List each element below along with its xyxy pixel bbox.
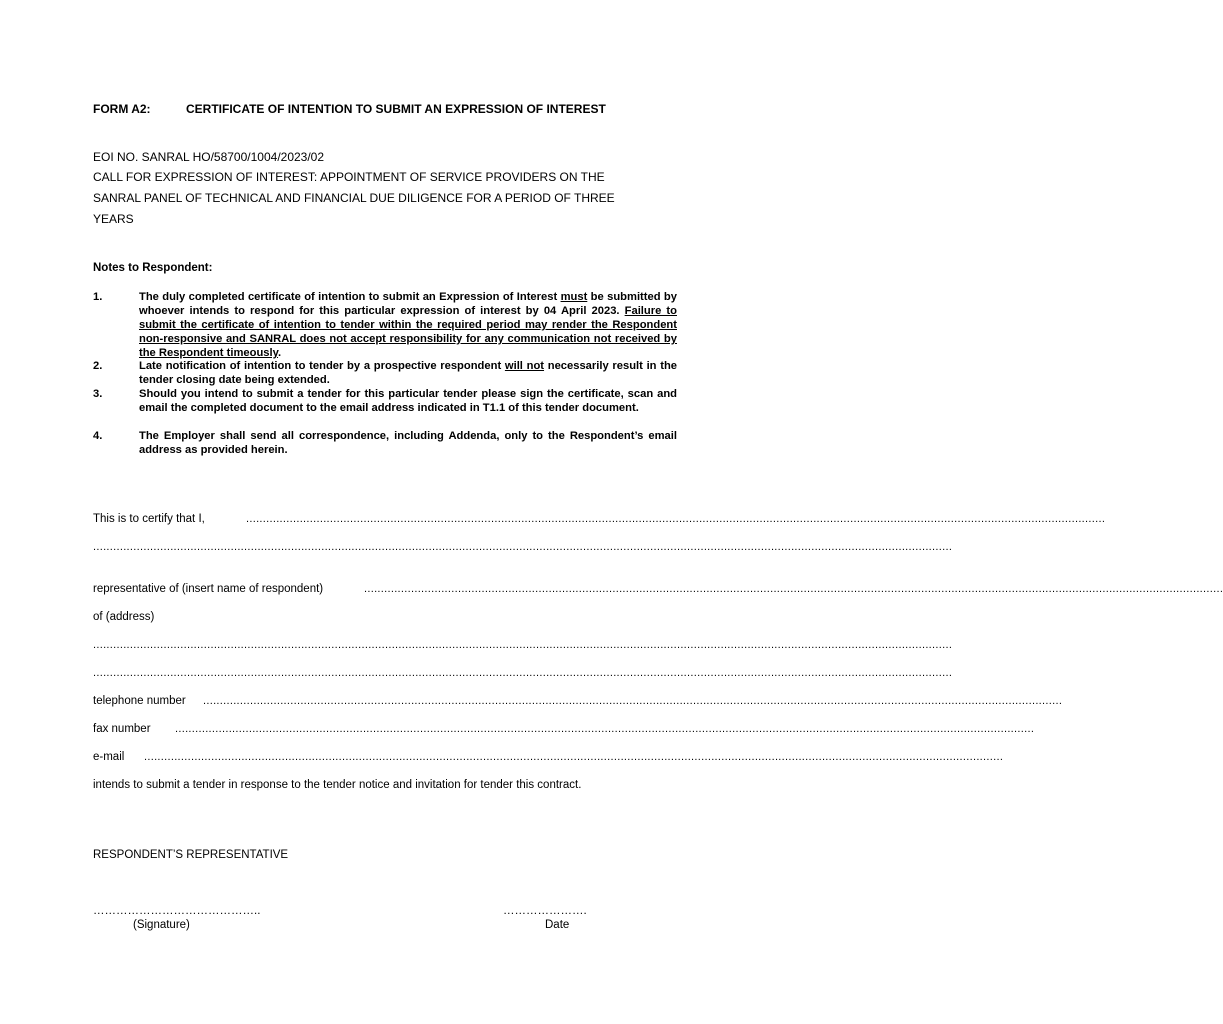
email-fill-line[interactable]: ................................................................................................................................................................................................................................................................ — [144, 751, 1004, 763]
email-label: e-mail — [93, 751, 125, 763]
call-line-2: SANRAL PANEL OF TECHNICAL AND FINANCIAL DUE DILIGENCE FOR A PERIOD OF THREE — [93, 191, 615, 205]
note-emphasis: Failure to submit the certificate of intention to tender within the required period may render the Respondent non-responsive and SANRAL does not accept responsibility for any communication not received by the Respondent timeously — [139, 305, 677, 359]
note-text-part: Late notification of intention to tender by a prospective respondent — [139, 360, 505, 372]
telephone-fill-line[interactable]: ................................................................................................................................................................................................................................................................ — [203, 695, 1063, 707]
date-label: Date — [545, 919, 570, 931]
note-text-part: be submitted by whoever intends to respond for this particular expression of interest by 04 April 2023. — [139, 291, 677, 317]
address-label: of (address) — [93, 611, 155, 623]
note-text — [139, 359, 677, 387]
eoi-number: EOI NO. SANRAL HO/58700/1004/2023/02 — [93, 150, 325, 164]
name-fill-line-2[interactable]: ................................................................................................................................................................................................................................................................ — [93, 541, 953, 553]
closing-statement: intends to submit a tender in response to the tender notice and invitation for tender this contract. — [93, 779, 582, 791]
note-text: The Employer shall send all correspondence, including Addenda, only to the Respondent’s email address as provided herein. — [139, 430, 677, 456]
note-text-part: . — [278, 347, 282, 359]
signature-line[interactable]: …………………………………….. — [93, 905, 261, 917]
certify-label: This is to certify that I, — [93, 513, 205, 525]
note-number: 4. — [93, 430, 103, 442]
note-number: 3. — [93, 388, 103, 400]
date-line[interactable]: …………………. — [503, 905, 587, 917]
note-number: 2. — [93, 360, 103, 372]
note-emphasis: must — [560, 291, 588, 303]
call-line-1: CALL FOR EXPRESSION OF INTEREST: APPOINTMENT OF SERVICE PROVIDERS ON THE — [93, 170, 605, 184]
note-text-part: The duly completed certificate of intention to submit an Expression of Interest — [139, 291, 561, 303]
form-title — [93, 102, 653, 116]
telephone-label: telephone number — [93, 695, 186, 707]
note-text: Should you intend to submit a tender for this particular tender please sign the certificate, scan and email the completed document to the email address indicated in T1.1 of this tender document. — [139, 388, 677, 414]
form-label: FORM A2: — [93, 102, 151, 116]
representative-label: representative of (insert name of respondent) — [93, 583, 324, 595]
address-fill-line-2[interactable]: ................................................................................................................................................................................................................................................................ — [93, 667, 953, 679]
respondent-fill-line[interactable]: ................................................................................................................................................................................................................................................................ — [364, 583, 1223, 595]
fax-label: fax number — [93, 723, 151, 735]
note-text-part: necessarily result in the tender closing date being extended. — [139, 360, 678, 386]
fax-fill-line[interactable]: ................................................................................................................................................................................................................................................................ — [175, 723, 1035, 735]
note-emphasis: will not — [504, 360, 545, 372]
form-heading: CERTIFICATE OF INTENTION TO SUBMIT AN EXPRESSION OF INTEREST — [186, 102, 606, 116]
address-fill-line-1[interactable]: ................................................................................................................................................................................................................................................................ — [93, 639, 953, 651]
note-text — [139, 290, 677, 360]
note-number: 1. — [93, 291, 103, 303]
notes-heading: Notes to Respondent: — [93, 262, 213, 274]
signature-label: (Signature) — [133, 919, 190, 931]
call-line-3: YEARS — [93, 212, 134, 226]
respondent-representative-label: RESPONDENT’S REPRESENTATIVE — [93, 849, 289, 861]
name-fill-line[interactable]: ................................................................................................................................................................................................................................................................ — [246, 513, 1106, 525]
